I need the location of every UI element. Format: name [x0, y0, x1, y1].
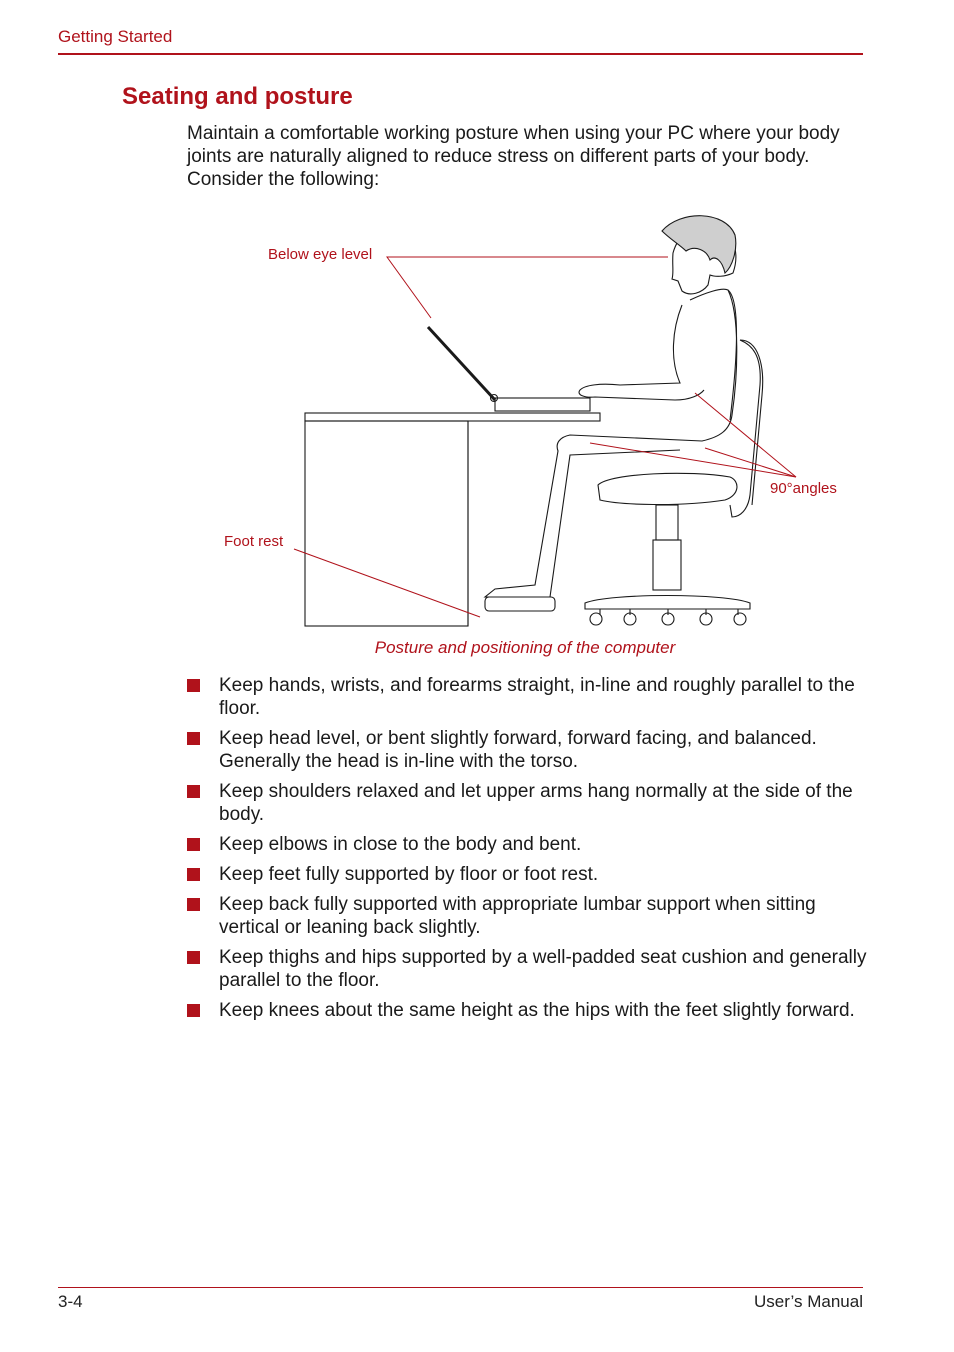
manual-title: User’s Manual	[754, 1292, 863, 1311]
laptop-screen	[428, 327, 495, 400]
bullet-square-icon	[187, 1004, 200, 1017]
footer-rule	[58, 1287, 863, 1288]
list-item: Keep thighs and hips supported by a well-padded seat cushion and generally parallel to the floor.	[187, 946, 867, 992]
chair-seat	[598, 473, 737, 504]
callout-angle-line-2	[590, 443, 796, 477]
posture-illustration	[210, 205, 850, 635]
callout-eye-line	[387, 257, 668, 318]
desk-top	[305, 413, 600, 421]
bullet-square-icon	[187, 785, 200, 798]
list-item: Keep shoulders relaxed and let upper arms hang normally at the side of the body.	[187, 780, 867, 826]
bullet-square-icon	[187, 868, 200, 881]
running-header: Getting Started	[58, 27, 173, 46]
foot-rest	[485, 597, 555, 611]
list-item: Keep back fully supported with appropriate lumbar support when sitting vertical or leaning back slightly.	[187, 893, 867, 939]
callout-foot-label: Foot rest	[224, 533, 284, 550]
list-item: Keep knees about the same height as the hips with the feet slightly forward.	[187, 999, 867, 1022]
chair-backrest	[730, 340, 760, 517]
list-item: Keep hands, wrists, and forearms straight, in-line and roughly parallel to the floor.	[187, 674, 867, 720]
callout-angle-line-1	[695, 393, 796, 477]
header-rule	[58, 53, 863, 55]
bullet-square-icon	[187, 732, 200, 745]
callout-foot-line	[294, 549, 480, 617]
list-item: Keep elbows in close to the body and bent.	[187, 833, 867, 856]
person-arm	[579, 305, 704, 400]
bullet-square-icon	[187, 951, 200, 964]
page-title: Seating and posture	[122, 83, 353, 110]
intro-paragraph: Maintain a comfortable working posture when using your PC where your body joints are naturally aligned to reduce stress on different parts of your body. Consider the following:	[187, 123, 840, 190]
person-back	[728, 290, 737, 420]
chair-post	[656, 505, 678, 540]
callout-angles-label: 90°angles	[770, 480, 837, 497]
page-number: 3-4	[58, 1292, 83, 1311]
bullet-square-icon	[187, 679, 200, 692]
bullet-square-icon	[187, 898, 200, 911]
person-torso	[485, 289, 737, 597]
posture-guidelines-list	[187, 674, 867, 1029]
list-item: Keep feet fully supported by floor or foot rest.	[187, 863, 867, 886]
desk-pedestal	[305, 421, 468, 626]
callout-eye-label: Below eye level	[268, 246, 373, 263]
figure-caption: Posture and positioning of the computer	[374, 638, 676, 657]
laptop-base	[495, 398, 590, 411]
callout-angle-line-3	[705, 448, 796, 477]
chair-base	[585, 596, 750, 610]
list-item: Keep head level, or bent slightly forward, forward facing, and balanced. Generally the head is in-line with the torso.	[187, 727, 867, 773]
bullet-square-icon	[187, 838, 200, 851]
